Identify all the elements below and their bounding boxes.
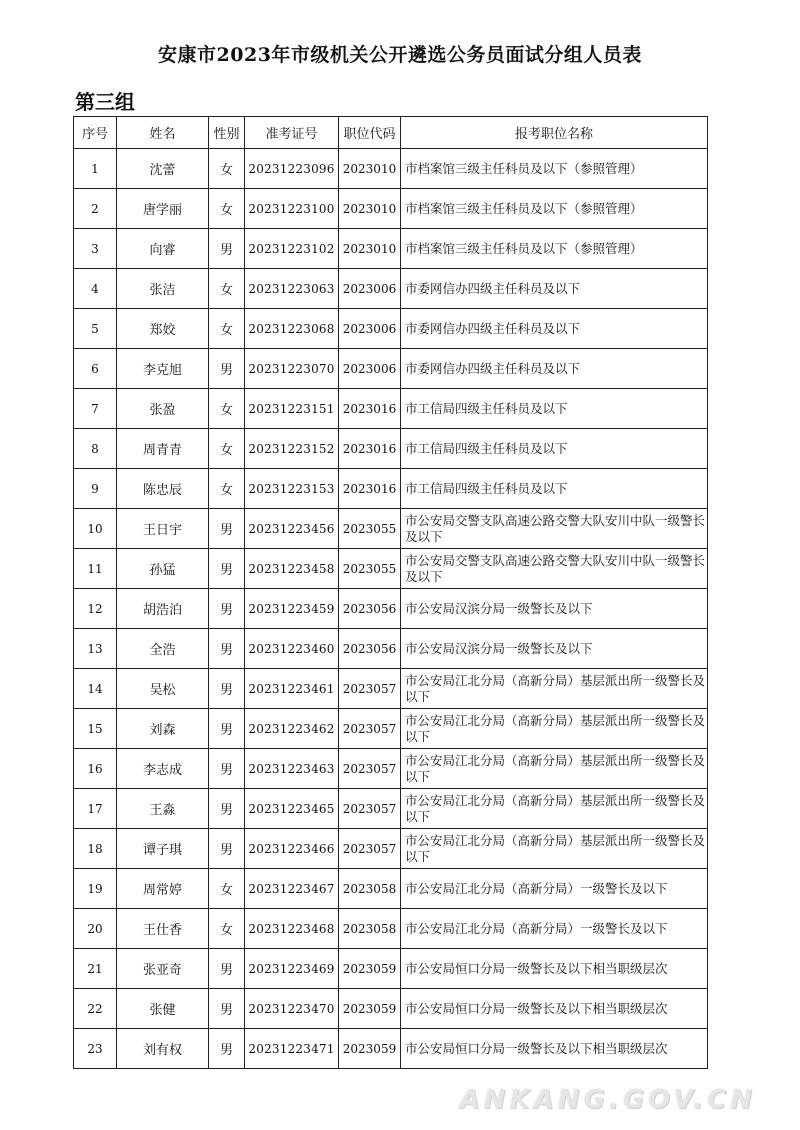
cell-name: 向睿 <box>117 229 209 269</box>
cell-gender: 女 <box>209 309 245 349</box>
cell-index: 7 <box>74 389 117 429</box>
cell-name: 李克旭 <box>117 349 209 389</box>
cell-position-code: 2023016 <box>339 469 401 509</box>
header-name: 姓名 <box>117 117 209 149</box>
cell-exam-number: 20231223456 <box>245 509 339 549</box>
group-label: 第三组 <box>75 90 135 114</box>
cell-exam-number: 20231223096 <box>245 149 339 189</box>
table-row <box>74 869 708 909</box>
cell-name: 张健 <box>117 989 209 1029</box>
header-row <box>74 117 708 149</box>
cell-name: 全浩 <box>117 629 209 669</box>
cell-position-code: 2023006 <box>339 349 401 389</box>
cell-gender: 女 <box>209 189 245 229</box>
table-row <box>74 669 708 709</box>
table-row <box>74 949 708 989</box>
cell-position-code: 2023010 <box>339 189 401 229</box>
cell-index: 14 <box>74 669 117 709</box>
cell-index: 20 <box>74 909 117 949</box>
cell-position-code: 2023016 <box>339 429 401 469</box>
cell-index: 23 <box>74 1029 117 1069</box>
cell-name: 谭子琪 <box>117 829 209 869</box>
cell-position-code: 2023057 <box>339 749 401 789</box>
cell-index: 12 <box>74 589 117 629</box>
cell-exam-number: 20231223470 <box>245 989 339 1029</box>
cell-gender: 男 <box>209 589 245 629</box>
cell-position-code: 2023055 <box>339 549 401 589</box>
cell-exam-number: 20231223467 <box>245 869 339 909</box>
table-row <box>74 549 708 589</box>
header-exam-number: 准考证号 <box>245 117 339 149</box>
cell-gender: 男 <box>209 749 245 789</box>
cell-index: 15 <box>74 709 117 749</box>
header-position-code: 职位代码 <box>339 117 401 149</box>
cell-gender: 男 <box>209 629 245 669</box>
header-position-name: 报考职位名称 <box>401 117 708 149</box>
header-index: 序号 <box>74 117 117 149</box>
cell-position-code: 2023058 <box>339 909 401 949</box>
cell-index: 22 <box>74 989 117 1029</box>
cell-position-name: 市公安局江北分局（高新分局）基层派出所一级警长及以下 <box>401 829 708 869</box>
cell-name: 刘有权 <box>117 1029 209 1069</box>
cell-name: 孙猛 <box>117 549 209 589</box>
cell-gender: 女 <box>209 269 245 309</box>
cell-name: 吴松 <box>117 669 209 709</box>
cell-exam-number: 20231223063 <box>245 269 339 309</box>
cell-position-code: 2023057 <box>339 709 401 749</box>
cell-exam-number: 20231223471 <box>245 1029 339 1069</box>
cell-position-code: 2023006 <box>339 269 401 309</box>
cell-index: 13 <box>74 629 117 669</box>
cell-exam-number: 20231223469 <box>245 949 339 989</box>
cell-gender: 男 <box>209 549 245 589</box>
cell-position-name: 市公安局汉滨分局一级警长及以下 <box>401 589 708 629</box>
cell-exam-number: 20231223100 <box>245 189 339 229</box>
cell-position-code: 2023057 <box>339 829 401 869</box>
cell-exam-number: 20231223458 <box>245 549 339 589</box>
cell-position-name: 市委网信办四级主任科员及以下 <box>401 309 708 349</box>
cell-name: 李志成 <box>117 749 209 789</box>
cell-exam-number: 20231223068 <box>245 309 339 349</box>
cell-gender: 男 <box>209 229 245 269</box>
cell-name: 周青青 <box>117 429 209 469</box>
cell-gender: 男 <box>209 949 245 989</box>
cell-exam-number: 20231223102 <box>245 229 339 269</box>
cell-index: 9 <box>74 469 117 509</box>
header-gender: 性别 <box>209 117 245 149</box>
cell-position-name: 市公安局江北分局（高新分局）基层派出所一级警长及以下 <box>401 749 708 789</box>
table-row <box>74 429 708 469</box>
table-row <box>74 389 708 429</box>
cell-name: 周常婷 <box>117 869 209 909</box>
interview-group-table <box>73 116 708 1069</box>
cell-position-name: 市公安局江北分局（高新分局）基层派出所一级警长及以下 <box>401 669 708 709</box>
cell-index: 3 <box>74 229 117 269</box>
cell-name: 胡浩泊 <box>117 589 209 629</box>
document-title: 安康市2023年市级机关公开遴选公务员面试分组人员表 <box>158 44 642 66</box>
cell-position-code: 2023059 <box>339 989 401 1029</box>
cell-exam-number: 20231223462 <box>245 709 339 749</box>
cell-index: 16 <box>74 749 117 789</box>
cell-index: 4 <box>74 269 117 309</box>
cell-position-name: 市公安局江北分局（高新分局）一级警长及以下 <box>401 909 708 949</box>
cell-position-code: 2023059 <box>339 1029 401 1069</box>
cell-exam-number: 20231223465 <box>245 789 339 829</box>
cell-gender: 女 <box>209 469 245 509</box>
cell-name: 沈蕾 <box>117 149 209 189</box>
cell-position-code: 2023010 <box>339 229 401 269</box>
cell-position-name: 市公安局江北分局（高新分局）基层派出所一级警长及以下 <box>401 709 708 749</box>
cell-name: 王日宇 <box>117 509 209 549</box>
cell-position-name: 市公安局交警支队高速公路交警大队安川中队一级警长及以下 <box>401 509 708 549</box>
cell-position-code: 2023006 <box>339 309 401 349</box>
cell-index: 17 <box>74 789 117 829</box>
cell-gender: 女 <box>209 149 245 189</box>
cell-gender: 女 <box>209 909 245 949</box>
cell-position-name: 市工信局四级主任科员及以下 <box>401 429 708 469</box>
cell-position-name: 市委网信办四级主任科员及以下 <box>401 269 708 309</box>
cell-index: 10 <box>74 509 117 549</box>
cell-gender: 女 <box>209 429 245 469</box>
cell-index: 18 <box>74 829 117 869</box>
cell-position-code: 2023016 <box>339 389 401 429</box>
site-watermark: ANKANG.GOV.CN <box>459 1085 756 1115</box>
table-row <box>74 149 708 189</box>
table-row <box>74 829 708 869</box>
cell-index: 1 <box>74 149 117 189</box>
cell-position-name: 市公安局江北分局（高新分局）一级警长及以下 <box>401 869 708 909</box>
cell-gender: 男 <box>209 509 245 549</box>
cell-position-name: 市公安局交警支队高速公路交警大队安川中队一级警长及以下 <box>401 549 708 589</box>
cell-position-code: 2023057 <box>339 669 401 709</box>
table-row <box>74 469 708 509</box>
table-row <box>74 349 708 389</box>
table-row <box>74 909 708 949</box>
cell-position-code: 2023059 <box>339 949 401 989</box>
cell-index: 21 <box>74 949 117 989</box>
cell-position-code: 2023056 <box>339 589 401 629</box>
cell-position-name: 市工信局四级主任科员及以下 <box>401 469 708 509</box>
cell-position-code: 2023010 <box>339 149 401 189</box>
cell-position-name: 市公安局江北分局（高新分局）基层派出所一级警长及以下 <box>401 789 708 829</box>
cell-position-code: 2023056 <box>339 629 401 669</box>
cell-name: 张洁 <box>117 269 209 309</box>
cell-exam-number: 20231223152 <box>245 429 339 469</box>
cell-gender: 男 <box>209 1029 245 1069</box>
cell-index: 19 <box>74 869 117 909</box>
cell-position-name: 市公安局恒口分局一级警长及以下相当职级层次 <box>401 989 708 1029</box>
cell-position-name: 市档案馆三级主任科员及以下（参照管理） <box>401 229 708 269</box>
cell-position-name: 市公安局恒口分局一级警长及以下相当职级层次 <box>401 1029 708 1069</box>
cell-position-name: 市工信局四级主任科员及以下 <box>401 389 708 429</box>
table-row <box>74 789 708 829</box>
cell-index: 2 <box>74 189 117 229</box>
cell-index: 5 <box>74 309 117 349</box>
cell-exam-number: 20231223468 <box>245 909 339 949</box>
cell-position-name: 市档案馆三级主任科员及以下（参照管理） <box>401 189 708 229</box>
table-header <box>74 117 708 149</box>
cell-exam-number: 20231223151 <box>245 389 339 429</box>
cell-position-name: 市公安局恒口分局一级警长及以下相当职级层次 <box>401 949 708 989</box>
cell-name: 刘森 <box>117 709 209 749</box>
cell-name: 张亚奇 <box>117 949 209 989</box>
cell-name: 张盈 <box>117 389 209 429</box>
cell-position-name: 市公安局汉滨分局一级警长及以下 <box>401 629 708 669</box>
cell-gender: 男 <box>209 829 245 869</box>
table-row <box>74 269 708 309</box>
cell-exam-number: 20231223459 <box>245 589 339 629</box>
table-row <box>74 989 708 1029</box>
cell-index: 11 <box>74 549 117 589</box>
table-row <box>74 629 708 669</box>
cell-index: 6 <box>74 349 117 389</box>
cell-position-code: 2023055 <box>339 509 401 549</box>
table-row <box>74 309 708 349</box>
cell-index: 8 <box>74 429 117 469</box>
cell-name: 郑姣 <box>117 309 209 349</box>
cell-gender: 女 <box>209 389 245 429</box>
table-row <box>74 589 708 629</box>
cell-exam-number: 20231223153 <box>245 469 339 509</box>
cell-exam-number: 20231223070 <box>245 349 339 389</box>
cell-gender: 男 <box>209 789 245 829</box>
cell-name: 唐学丽 <box>117 189 209 229</box>
cell-position-code: 2023058 <box>339 869 401 909</box>
table-row <box>74 509 708 549</box>
cell-gender: 男 <box>209 989 245 1029</box>
table-row <box>74 229 708 269</box>
cell-position-code: 2023057 <box>339 789 401 829</box>
cell-position-name: 市档案馆三级主任科员及以下（参照管理） <box>401 149 708 189</box>
cell-exam-number: 20231223461 <box>245 669 339 709</box>
cell-exam-number: 20231223463 <box>245 749 339 789</box>
cell-gender: 男 <box>209 709 245 749</box>
cell-exam-number: 20231223460 <box>245 629 339 669</box>
cell-name: 陈忠辰 <box>117 469 209 509</box>
cell-name: 王仕香 <box>117 909 209 949</box>
cell-position-name: 市委网信办四级主任科员及以下 <box>401 349 708 389</box>
cell-gender: 女 <box>209 869 245 909</box>
table-body <box>74 149 708 1069</box>
table-row <box>74 1029 708 1069</box>
cell-gender: 男 <box>209 349 245 389</box>
cell-name: 王淼 <box>117 789 209 829</box>
cell-exam-number: 20231223466 <box>245 829 339 869</box>
cell-gender: 男 <box>209 669 245 709</box>
table-row <box>74 749 708 789</box>
table-row <box>74 709 708 749</box>
table-row <box>74 189 708 229</box>
